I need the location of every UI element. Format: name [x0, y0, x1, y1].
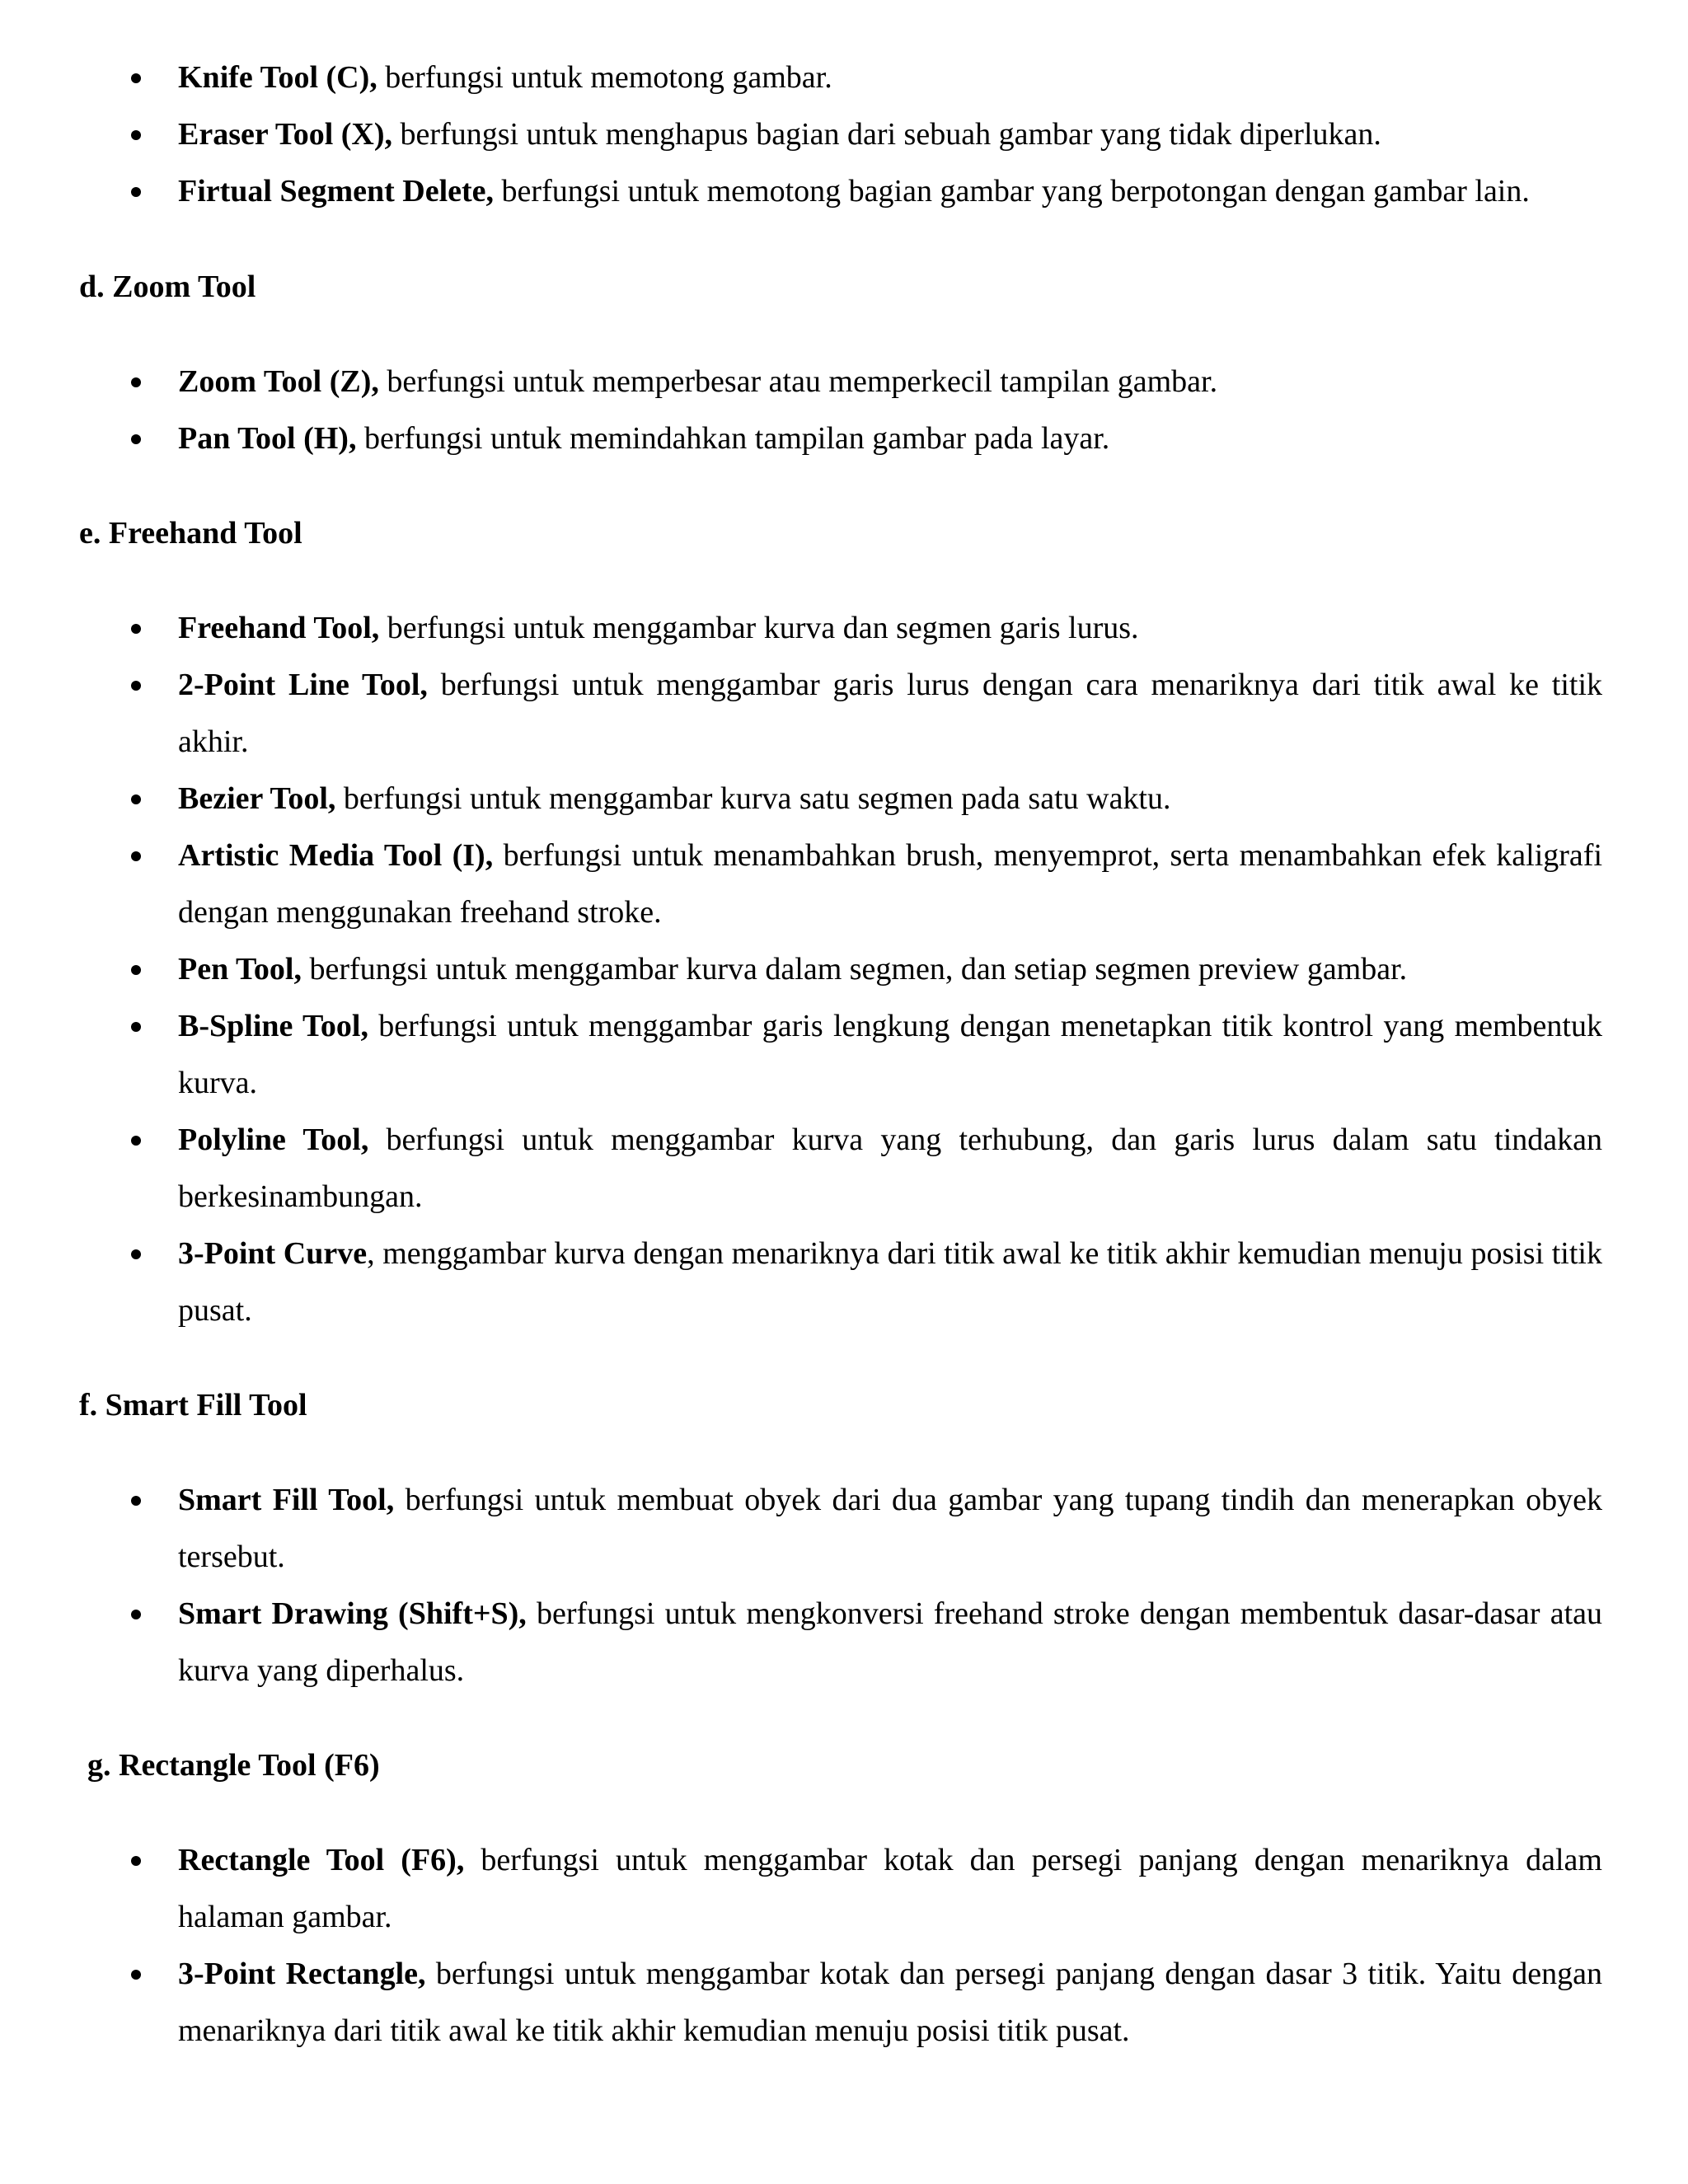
- item-term: Eraser Tool (X),: [178, 117, 393, 152]
- list-item-freehand-tool: [178, 600, 1602, 657]
- item-term: Smart Drawing (Shift+S),: [178, 1596, 527, 1631]
- item-term: Bezier Tool,: [178, 781, 336, 816]
- item-description: berfungsi untuk menggambar kurva yang terhubung, dan garis lurus dalam satu tindakan berkesinambungan.: [178, 1122, 1602, 1214]
- item-description: berfungsi untuk memotong bagian gambar yang berpotongan dengan gambar lain.: [494, 174, 1530, 209]
- item-description: berfungsi untuk menggambar kurva dan segmen garis lurus.: [379, 611, 1139, 645]
- list-item-knife-tool: [178, 49, 1602, 106]
- section-heading-smart-fill-tool: f. Smart Fill Tool: [79, 1388, 307, 1422]
- list-item-smart-drawing: [178, 1586, 1602, 1699]
- item-description: , menggambar kurva dengan menariknya dari titik awal ke titik akhir kemudian menuju posisi titik pusat.: [178, 1236, 1602, 1328]
- item-description: berfungsi untuk membuat obyek dari dua gambar yang tupang tindih dan menerapkan obyek tersebut.: [178, 1483, 1602, 1574]
- item-description: berfungsi untuk memotong gambar.: [377, 60, 832, 95]
- list-item-zoom-tool: [178, 354, 1602, 410]
- item-term: Freehand Tool,: [178, 611, 380, 645]
- item-description: berfungsi untuk menggambar kurva satu segmen pada satu waktu.: [335, 781, 1171, 816]
- item-term: Zoom Tool (Z),: [178, 364, 379, 399]
- list-item-3-point-rectangle: [178, 1946, 1602, 2060]
- section-heading-rectangle-tool: g. Rectangle Tool (F6): [87, 1748, 380, 1783]
- item-term: 3-Point Curve: [178, 1236, 368, 1271]
- list-item-eraser-tool: [178, 106, 1602, 163]
- item-description: berfungsi untuk menambahkan brush, menyemprot, serta menambahkan efek kaligrafi dengan menggunakan freehand stroke.: [178, 838, 1603, 930]
- item-description: berfungsi untuk menggambar kotak dan persegi panjang dengan menariknya dalam halaman gambar.: [178, 1843, 1602, 1934]
- item-term: Artistic Media Tool (I),: [178, 838, 494, 873]
- item-description: berfungsi untuk menggambar kurva dalam segmen, dan setiap segmen preview gambar.: [301, 952, 1408, 987]
- section-heading-freehand-tool: e. Freehand Tool: [79, 516, 302, 551]
- item-description: berfungsi untuk memindahkan tampilan gambar pada layar.: [356, 421, 1110, 456]
- list-item-bezier-tool: [178, 771, 1602, 827]
- item-term: Pan Tool (H),: [178, 421, 357, 456]
- item-term: 3-Point Rectangle,: [178, 1957, 426, 1991]
- item-description: berfungsi untuk memperbesar atau memperkecil tampilan gambar.: [378, 364, 1218, 399]
- item-description: berfungsi untuk mengkonversi freehand stroke dengan membentuk dasar-dasar atau kurva yang diperhalus.: [178, 1596, 1603, 1688]
- list-item-smart-fill-tool: [178, 1472, 1602, 1586]
- item-term: Pen Tool,: [178, 952, 302, 987]
- item-term: Polyline Tool,: [178, 1122, 369, 1157]
- list-item-3-point-curve: [178, 1226, 1602, 1339]
- list-item-polyline-tool: [178, 1112, 1602, 1226]
- item-term: Smart Fill Tool,: [178, 1483, 395, 1517]
- item-description: berfungsi untuk menggambar garis lurus dengan cara menariknya dari titik awal ke titik akhir.: [178, 668, 1603, 759]
- item-description: berfungsi untuk menggambar kotak dan persegi panjang dengan dasar 3 titik. Yaitu dengan menariknya dari titik awal ke titik akhir kemudian menuju posisi titik pusat.: [178, 1957, 1602, 2048]
- list-item-pan-tool: [178, 410, 1602, 467]
- item-term: Firtual Segment Delete,: [178, 174, 495, 209]
- section-heading-zoom-tool: d. Zoom Tool: [79, 269, 256, 304]
- item-term: 2-Point Line Tool,: [178, 668, 428, 702]
- item-description: berfungsi untuk menghapus bagian dari sebuah gambar yang tidak diperlukan.: [392, 117, 1381, 152]
- list-item-rectangle-tool: [178, 1832, 1602, 1946]
- list-item-firtual-segment-delete: [178, 163, 1602, 220]
- item-term: Rectangle Tool (F6),: [178, 1843, 465, 1877]
- list-item-artistic-media-tool: [178, 827, 1602, 941]
- item-description: berfungsi untuk menggambar garis lengkung dengan menetapkan titik kontrol yang membentuk kurva.: [178, 1009, 1602, 1100]
- list-item-b-spline-tool: [178, 998, 1602, 1112]
- list-item-2-point-line-tool: [178, 657, 1602, 771]
- item-term: Knife Tool (C),: [178, 60, 377, 95]
- item-term: B-Spline Tool,: [178, 1009, 368, 1043]
- list-item-pen-tool: [178, 941, 1602, 998]
